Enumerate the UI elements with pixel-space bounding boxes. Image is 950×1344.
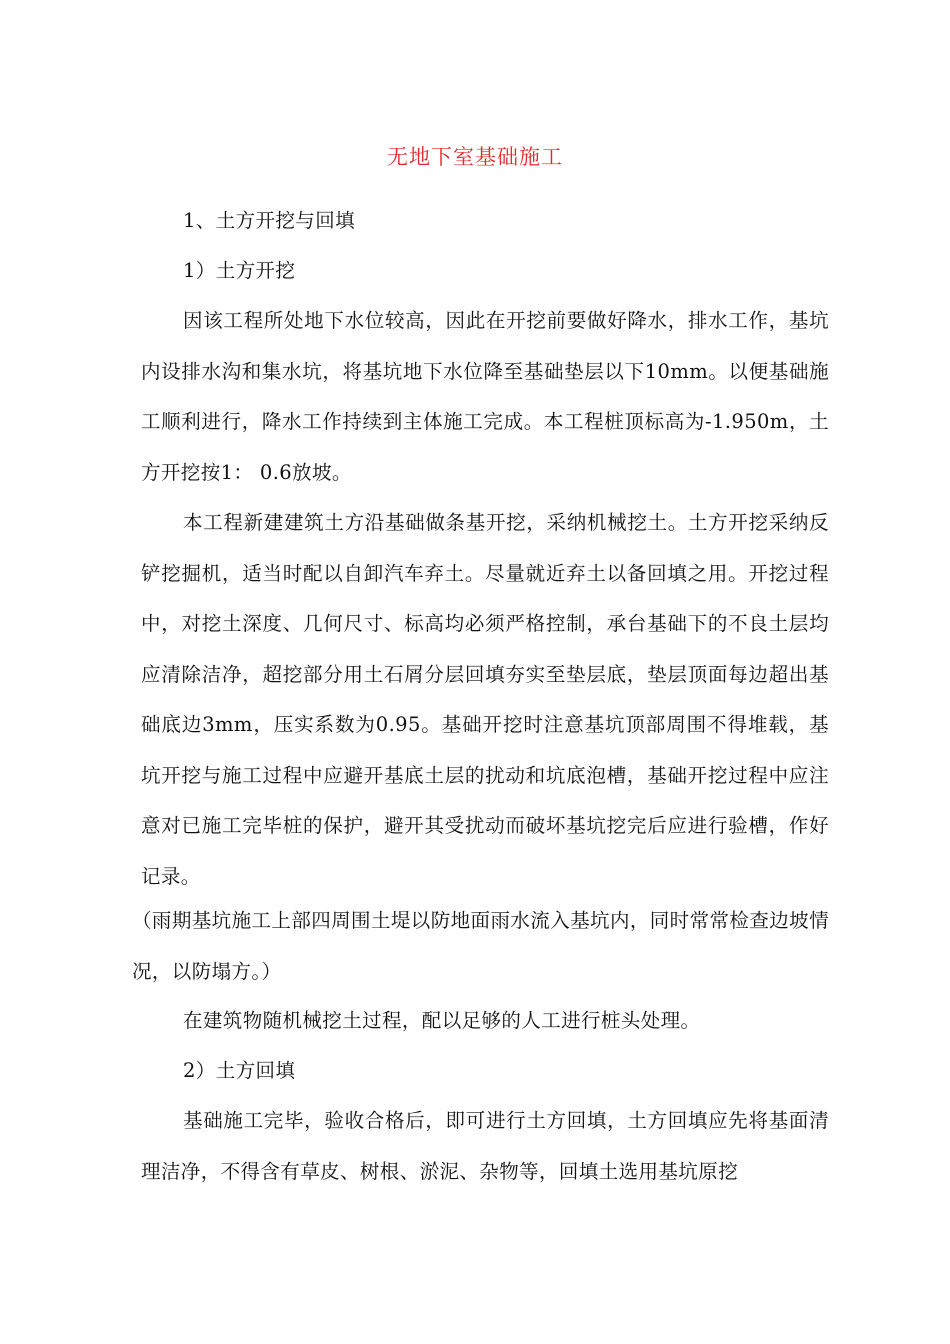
- paragraph-excavation: 本工程新建建筑土方沿基础做条基开挖，采纳机械挖土。土方开挖采纳反铲挖掘机，适当时配以自卸汽车弃土。尽量就近弃土以备回填之用。开挖过程中，对挖土深度、几何尺寸、标高均必须严格控制，承台基础下的不良土层均应清除洁净，超挖部分用土石屑分层回填夯实至垫层底，垫层顶面每边超出基础底边3mm，压实系数为0.95。基础开挖时注意基坑顶部周围不得堆载，基坑开挖与施工过程中应避开基底土层的扰动和坑底泡槽，基础开挖过程中应注意对已施工完毕桩的保护，避开其受扰动而破坏基坑挖完后应进行验槽，作好记录。: [141, 511, 829, 888]
- subsection-heading-2: 2）土方回填: [183, 1059, 296, 1082]
- section-heading-1: 1、土方开挖与回填: [183, 209, 356, 232]
- document-title: 无地下室基础施工: [387, 145, 563, 169]
- subsection-heading-1: 1）土方开挖: [183, 259, 296, 282]
- paragraph-rainy-season-note: （雨期基坑施工上部四周围土堤以防地面雨水流入基坑内，同时常常检查边坡情况，以防塌方。）: [132, 909, 829, 983]
- paragraph-dewatering: 因该工程所处地下水位较高，因此在开挖前要做好降水，排水工作，基坑内设排水沟和集水坑，将基坑地下水位降至基础垫层以下10mm。以便基础施工顺利进行，降水工作持续到主体施工完成。本工程桩顶标高为-1.950m，土方开挖按1： 0.6放坡。: [141, 309, 829, 484]
- paragraph-pile-head: 在建筑物随机械挖土过程，配以足够的人工进行桩头处理。: [183, 1009, 701, 1032]
- paragraph-backfill: 基础施工完毕，验收合格后，即可进行土方回填，土方回填应先将基面清理洁净，不得含有草皮、树根、淤泥、杂物等，回填土选用基坑原挖: [141, 1109, 829, 1183]
